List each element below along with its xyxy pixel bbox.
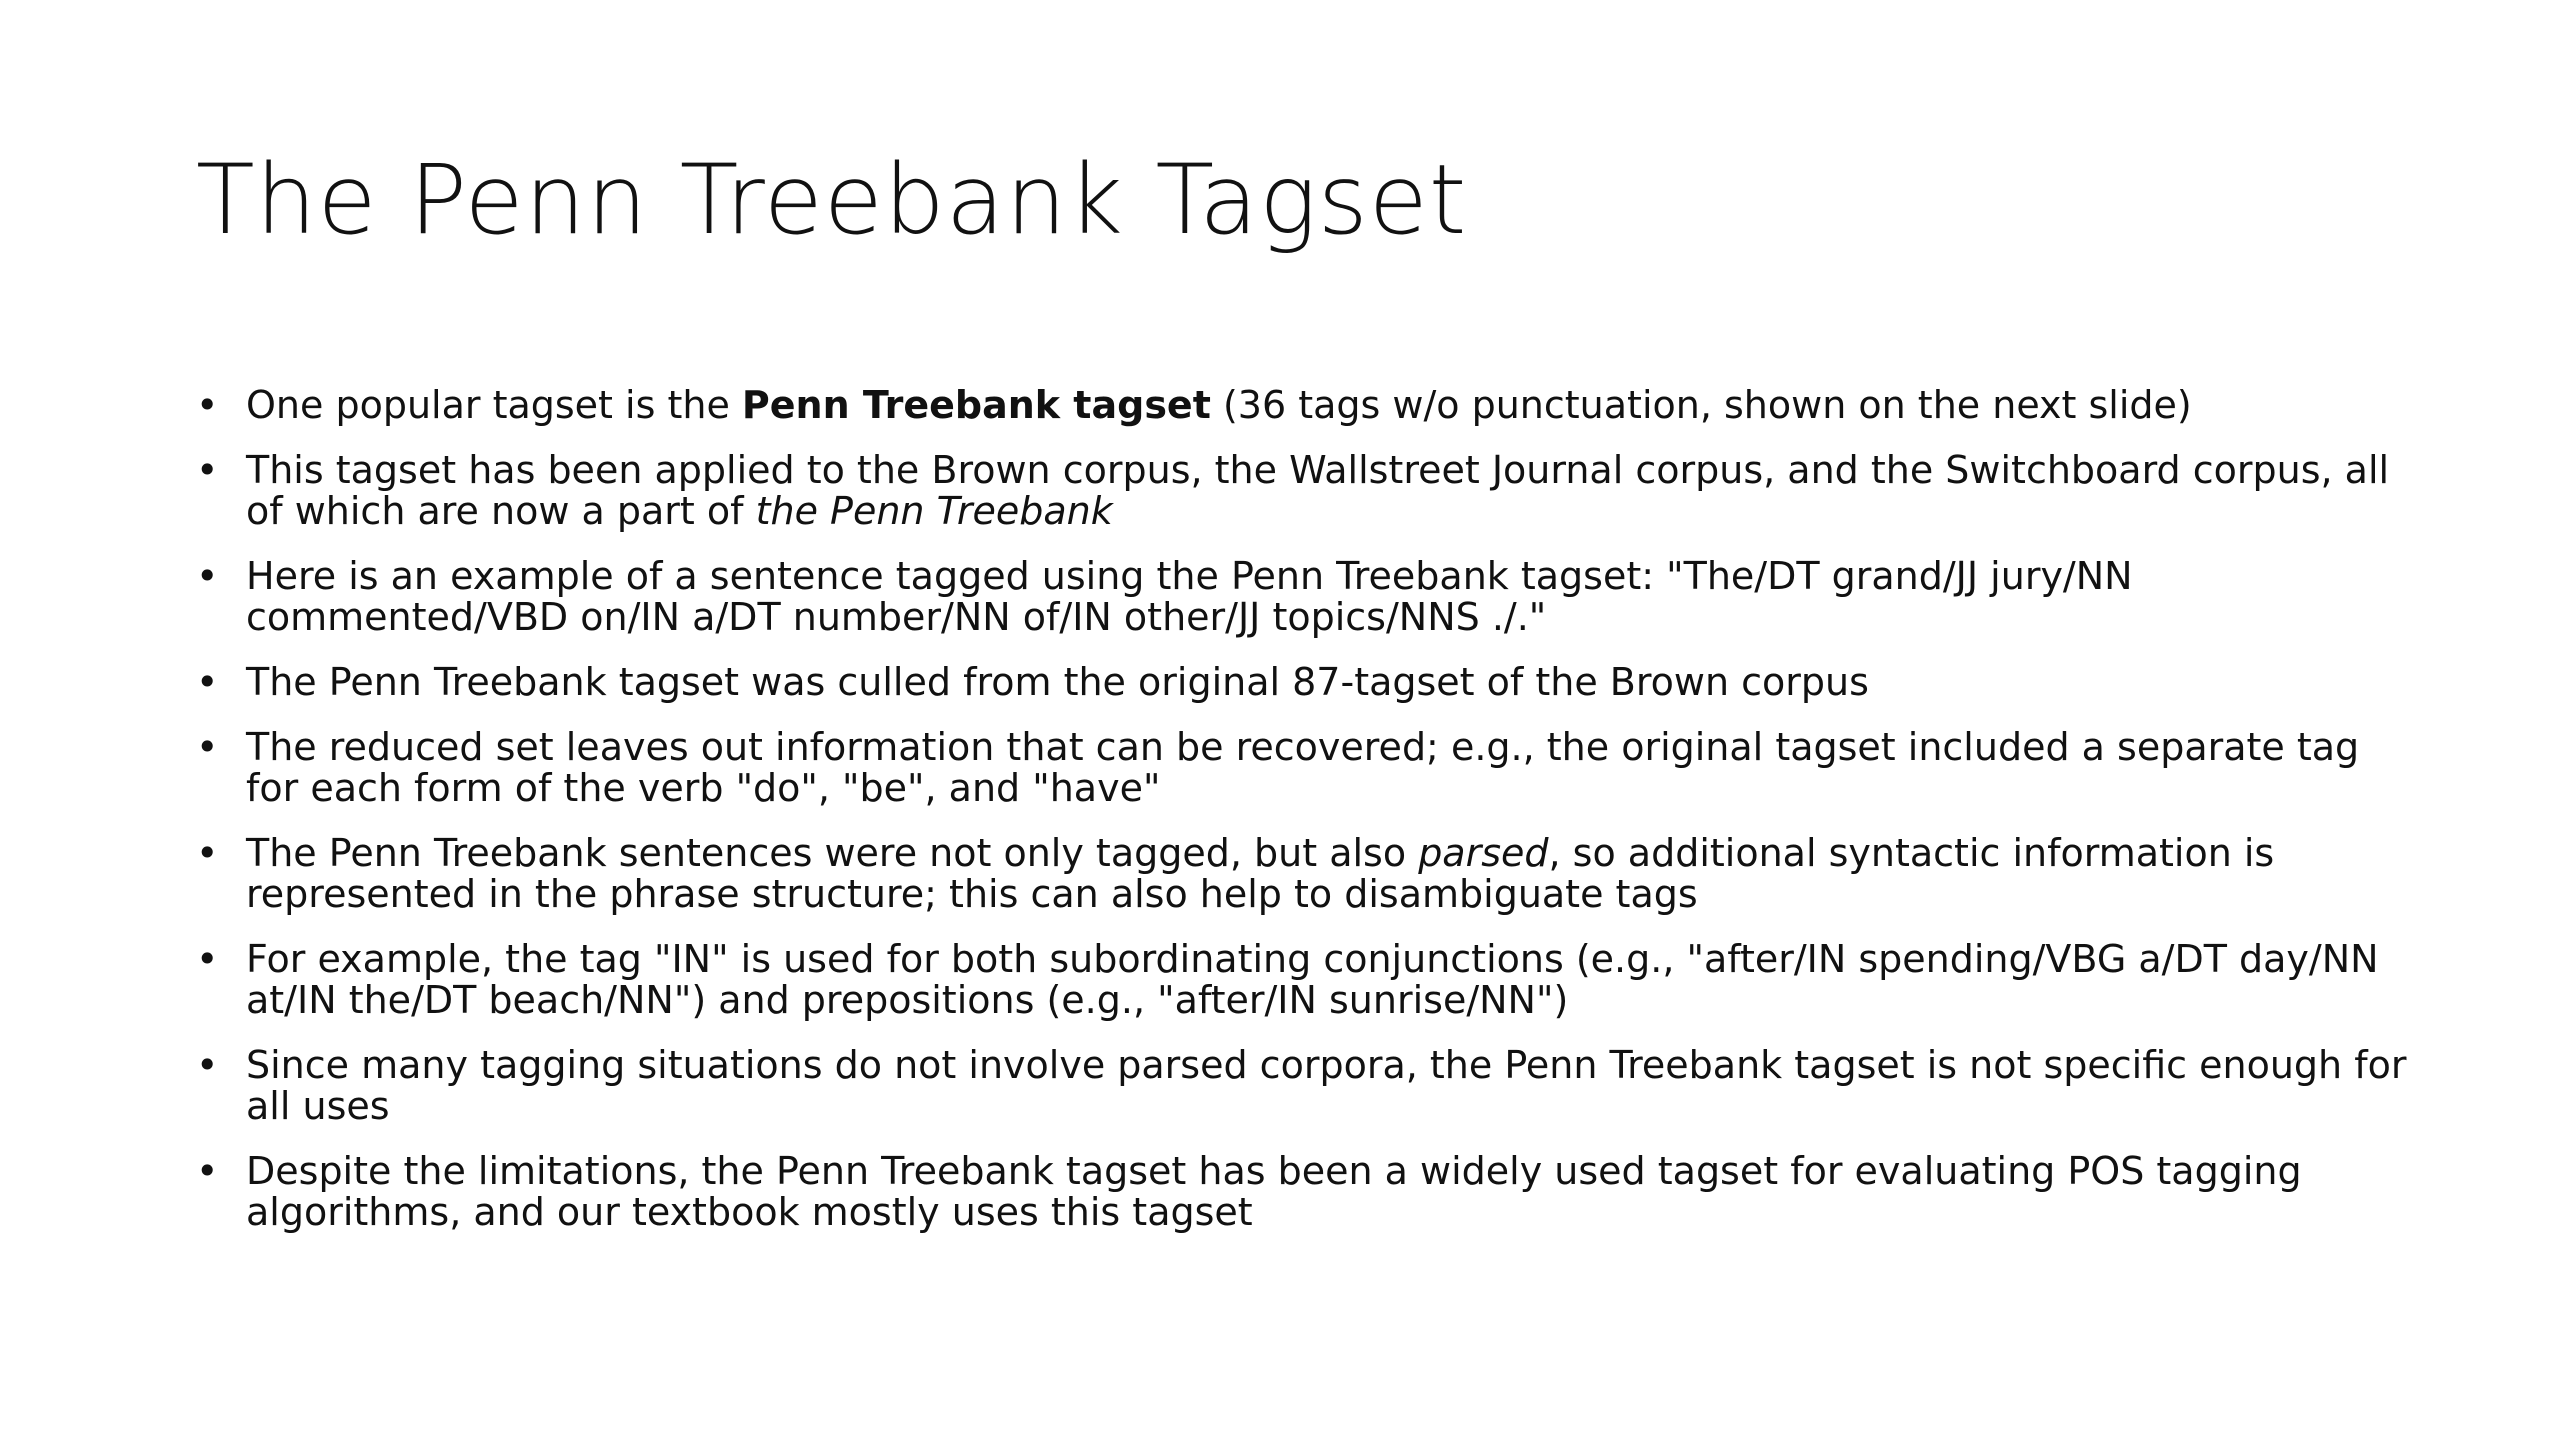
bullet-item-corpora [196, 450, 2416, 532]
bullet-text: One popular tagset is the [246, 383, 742, 427]
bullet-text: This tagset has been applied to the Brown corpus, the Wallstreet Journal corpus, and the Switchboard corpus, all of which are now a part of [246, 448, 2390, 533]
bullet-bold-text: Penn Treebank tagset [741, 383, 1211, 427]
bullet-text: (36 tags w/o punctuation, shown on the next slide) [1210, 383, 2192, 427]
bullet-item-limitations [196, 1151, 2416, 1233]
bullet-text: For example, the tag "IN" is used for both subordinating conjunctions (e.g., "after/IN spending/VBG a/DT day/NN at/IN the/DT beach/NN") and prepositions (e.g., "after/IN sunrise/NN") [246, 937, 2379, 1022]
bullet-text: The Penn Treebank tagset was culled from the original 87-tagset of the Brown corpus [246, 660, 1869, 704]
bullet-italic-text: the Penn Treebank [755, 489, 1113, 533]
bullet-text: Since many tagging situations do not involve parsed corpora, the Penn Treebank tagset is not specific enough for all uses [246, 1043, 2407, 1128]
bullet-item-reduced-set [196, 727, 2416, 809]
bullet-text: Despite the limitations, the Penn Treebank tagset has been a widely used tagset for evaluating POS tagging algorithms, and our textbook mostly uses this tagset [246, 1149, 2302, 1234]
bullet-item-parsed [196, 833, 2416, 915]
bullet-list [196, 385, 2416, 1257]
slide-title: The Penn Treebank Tagset [196, 144, 1468, 256]
bullet-item-tagset-intro [196, 385, 2416, 426]
bullet-item-not-specific [196, 1045, 2416, 1127]
bullet-item-culled [196, 662, 2416, 703]
bullet-item-example-sentence [196, 556, 2416, 638]
bullet-text: The reduced set leaves out information that can be recovered; e.g., the original tagset included a separate tag for each form of the verb "do", "be", and "have" [246, 725, 2360, 810]
bullet-italic-text: parsed [1418, 831, 1549, 875]
bullet-text: Here is an example of a sentence tagged using the Penn Treebank tagset: "The/DT grand/JJ jury/NN commented/VBD on/IN a/DT number/NN of/IN other/JJ topics/NNS ./." [246, 554, 2133, 639]
bullet-text: , so additional syntactic information is represented in the phrase structure; this can also help to disambiguate tags [246, 831, 2275, 916]
bullet-item-in-tag-example [196, 939, 2416, 1021]
bullet-text: The Penn Treebank sentences were not only tagged, but also [246, 831, 1419, 875]
